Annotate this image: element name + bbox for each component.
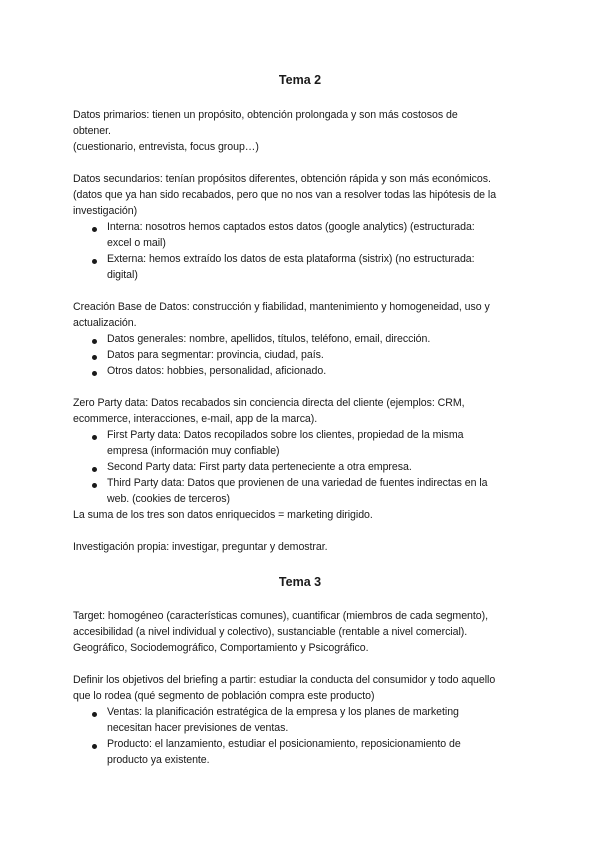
- list-item: Datos para segmentar: provincia, ciudad, país.: [107, 349, 324, 361]
- paragraph-line: (cuestionario, entrevista, focus group…): [73, 141, 259, 153]
- bullet-icon: [92, 227, 97, 232]
- paragraph-line: La suma de los tres son datos enriquecidos = marketing dirigido.: [73, 509, 373, 521]
- paragraph-line: Definir los objetivos del briefing a partir: estudiar la conducta del consumidor y todo aquello: [73, 674, 496, 686]
- tema3-heading: Tema 3: [278, 575, 322, 589]
- list-item: Datos generales: nombre, apellidos, títulos, teléfono, email, dirección.: [107, 333, 431, 345]
- paragraph-line: Geográfico, Sociodemográfico, Comportamiento y Psicográfico.: [73, 642, 369, 654]
- paragraph-line: Investigación propia: investigar, preguntar y demostrar.: [73, 541, 328, 553]
- list-item: Otros datos: hobbies, personalidad, aficionado.: [107, 365, 327, 377]
- paragraph-line: investigación): [73, 205, 138, 217]
- paragraph-line: Zero Party data: Datos recabados sin conciencia directa del cliente (ejemplos: CRM,: [73, 397, 465, 409]
- bullet-icon: [92, 435, 97, 440]
- list-item: Externa: hemos extraído los datos de esta plataforma (sistrix) (no estructurada:: [107, 253, 475, 265]
- bullet-icon: [92, 712, 97, 717]
- list-item-continuation: producto ya existente.: [107, 754, 210, 766]
- bullet-icon: [92, 355, 97, 360]
- list-item: Interna: nosotros hemos captados estos datos (google analytics) (estructurada:: [107, 221, 475, 233]
- paragraph-line: obtener.: [73, 125, 111, 137]
- bullet-icon: [92, 467, 97, 472]
- paragraph-line: Target: homogéneo (características comunes), cuantificar (miembros de cada segmento),: [73, 610, 488, 622]
- paragraph-line: Datos primarios: tienen un propósito, obtención prolongada y son más costosos de: [73, 109, 458, 121]
- list-item-continuation: empresa (información muy confiable): [107, 445, 280, 457]
- bullet-icon: [92, 483, 97, 488]
- list-item: Third Party data: Datos que provienen de una variedad de fuentes indirectas en la: [107, 477, 488, 489]
- bullet-icon: [92, 371, 97, 376]
- paragraph-line: actualización.: [73, 317, 137, 329]
- list-item-continuation: necesitan hacer previsiones de ventas.: [107, 722, 289, 734]
- bullet-icon: [92, 339, 97, 344]
- paragraph-line: (datos que ya han sido recabados, pero que no nos van a resolver todas las hipótesis de la: [73, 189, 497, 201]
- list-item: Producto: el lanzamiento, estudiar el posicionamiento, reposicionamiento de: [107, 738, 461, 750]
- paragraph-line: ecommerce, interacciones, e-mail, app de la marca).: [73, 413, 318, 425]
- list-item: First Party data: Datos recopilados sobre los clientes, propiedad de la misma: [107, 429, 464, 441]
- bullet-icon: [92, 744, 97, 749]
- bullet-icon: [92, 259, 97, 264]
- paragraph-line: que lo rodea (qué segmento de población compra este producto): [73, 690, 375, 702]
- paragraph-line: Creación Base de Datos: construcción y fiabilidad, mantenimiento y homogeneidad, uso y: [73, 301, 490, 313]
- list-item-continuation: excel o mail): [107, 237, 166, 249]
- list-item-continuation: digital): [107, 269, 138, 281]
- paragraph-line: Datos secundarios: tenían propósitos diferentes, obtención rápida y son más económicos.: [73, 173, 491, 185]
- list-item: Second Party data: First party data perteneciente a otra empresa.: [107, 461, 412, 473]
- list-item: Ventas: la planificación estratégica de la empresa y los planes de marketing: [107, 706, 459, 718]
- paragraph-line: accesibilidad (a nivel individual y colectivo), sustanciable (rentable a nivel comercial).: [73, 626, 468, 638]
- tema2-heading: Tema 2: [278, 73, 322, 87]
- list-item-continuation: web. (cookies de terceros): [107, 493, 230, 505]
